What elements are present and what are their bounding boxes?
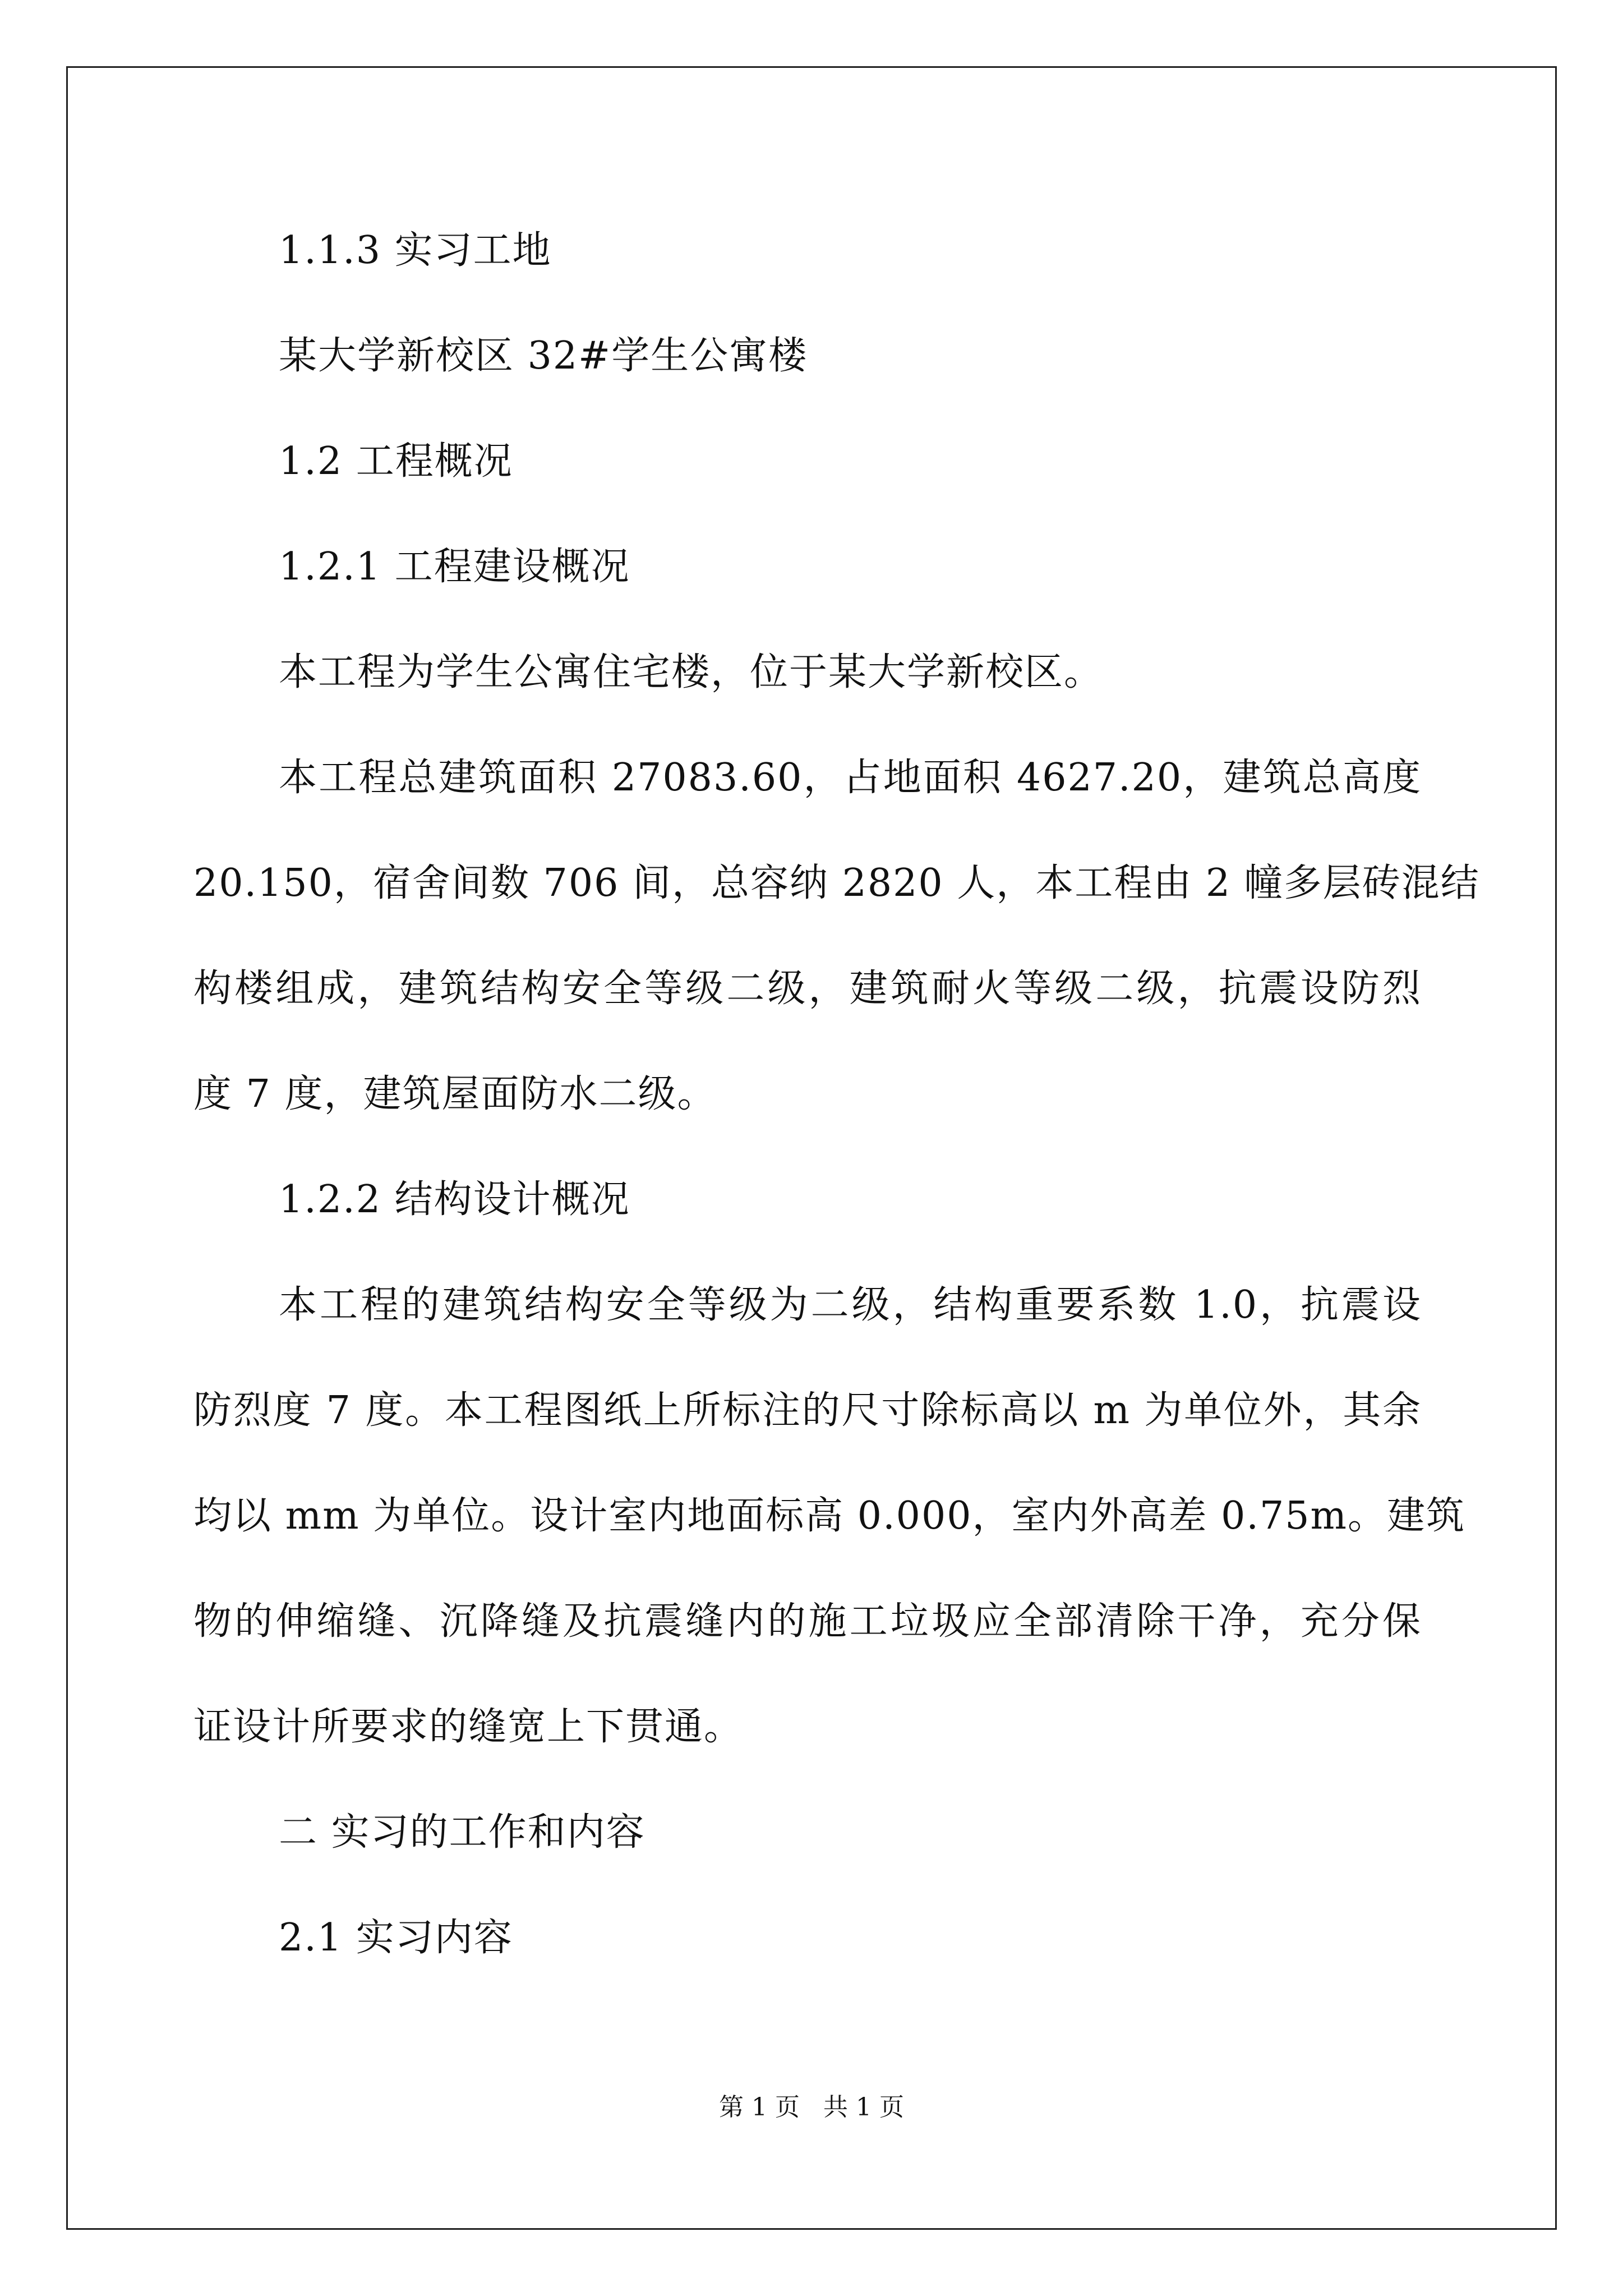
paragraph-line: 本工程的建筑结构安全等级为二级，结构重要系数 1.0，抗震设 (279, 1283, 1422, 1327)
heading-1-2: 1.2 工程概况 (279, 439, 513, 484)
paragraph-line: 均以 mm 为单位。设计室内地面标高 0.000，室内外高差 0.75m。建筑 (193, 1494, 1465, 1538)
paragraph-line: 度 7 度，建筑屋面防水二级。 (193, 1072, 717, 1116)
paragraph-line: 物的伸缩缝、沉降缝及抗震缝内的施工垃圾应全部清除干净，充分保 (193, 1599, 1422, 1644)
page-border (66, 66, 1557, 2230)
heading-section-2: 二 实习的工作和内容 (279, 1810, 645, 1855)
paragraph-line: 本工程总建筑面积 27083.60，占地面积 4627.20，建筑总高度 (279, 756, 1422, 800)
paragraph-line: 证设计所要求的缝宽上下贯通。 (193, 1705, 744, 1749)
paragraph-line: 20.150，宿舍间数 706 间，总容纳 2820 人，本工程由 2 幢多层砖混结 (193, 861, 1480, 905)
paragraph-line: 本工程为学生公寓住宅楼，位于某大学新校区。 (279, 650, 1104, 694)
paragraph-line: 构楼组成，建筑结构安全等级二级，建筑耐火等级二级，抗震设防烈 (193, 967, 1422, 1011)
heading-1-2-2: 1.2.2 结构设计概况 (279, 1177, 630, 1222)
heading-1-1-3: 1.1.3 实习工地 (279, 228, 552, 273)
heading-2-1: 2.1 实习内容 (279, 1916, 513, 1960)
heading-1-2-1: 1.2.1 工程建设概况 (279, 545, 630, 589)
site-name: 某大学新校区 32#学生公寓楼 (279, 334, 808, 378)
paragraph-line: 防烈度 7 度。本工程图纸上所标注的尺寸除标高以 m 为单位外，其余 (193, 1388, 1422, 1433)
page-footer: 第 1 页 共 1 页 (719, 2093, 904, 2122)
